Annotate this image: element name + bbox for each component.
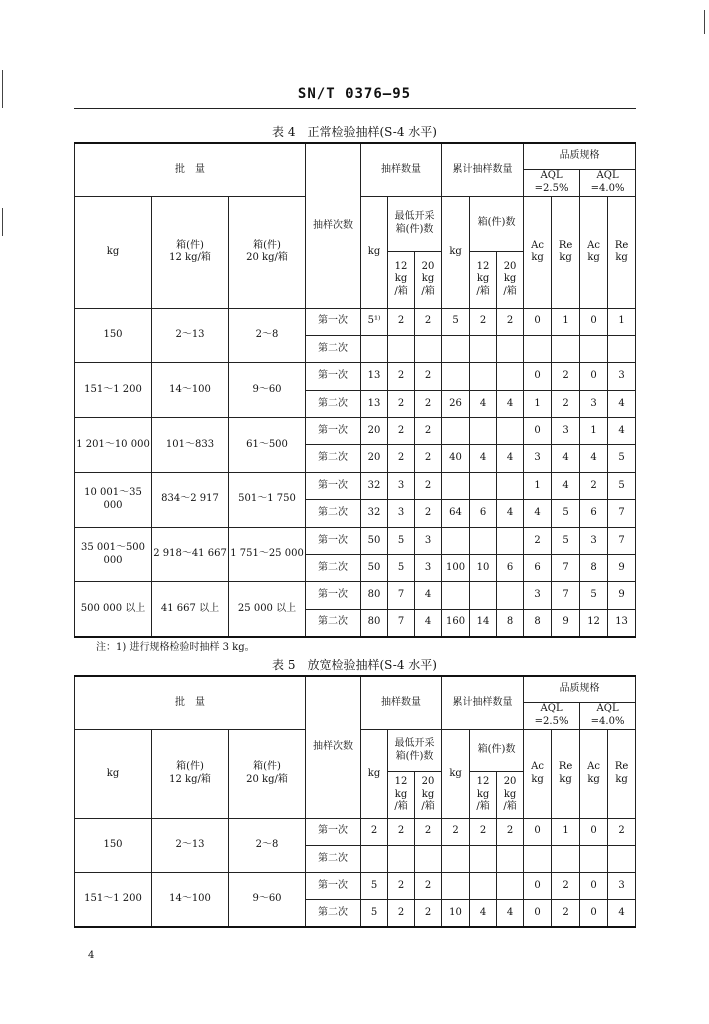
cumulative-boxes-20kg-cell: 8 (497, 609, 524, 636)
min-boxes-20kg-cell: 4 (415, 582, 442, 609)
cumulative-boxes-20kg-cell (497, 363, 524, 390)
cumulative-boxes-12kg-cell: 14 (470, 609, 497, 636)
ac-cell: 3 (580, 527, 608, 554)
min-boxes-20kg-cell: 2 (415, 418, 442, 445)
ac-cell: 3 (580, 390, 608, 417)
ac-cell: 3 (524, 445, 552, 472)
cumulative-boxes-12kg-cell: 4 (470, 900, 497, 927)
cumulative-kg-cell: 2 (442, 818, 470, 845)
re-cell: 3 (608, 363, 636, 390)
re-cell: 5 (608, 472, 636, 499)
aql-2-5-header: AQL =2.5% (524, 169, 580, 196)
sampling-times-cell: 第一次 (306, 582, 361, 609)
cumulative-boxes-20kg-cell: 4 (497, 900, 524, 927)
ac-cell: 2 (580, 472, 608, 499)
quality-spec-header: 品质规格 (524, 143, 636, 169)
ac-cell: 0 (580, 900, 608, 927)
batch-box20-cell: 1 751～25 000 (229, 527, 306, 582)
sampling-times-header: 抽样次数 (306, 143, 361, 308)
re-cell: 7 (552, 582, 580, 609)
cumulative-boxes-20kg-cell (497, 873, 524, 900)
re-header: Re kg (552, 729, 580, 818)
table-row (75, 363, 636, 390)
cumulative-boxes-12kg-cell (470, 472, 497, 499)
re-header: Re kg (552, 196, 580, 308)
min-boxes-12kg-cell (388, 845, 415, 872)
sample-quantity-header: 抽样数量 (361, 676, 442, 729)
sampling-times-cell: 第一次 (306, 363, 361, 390)
batch-kg-cell: 151～1 200 (75, 873, 152, 928)
min-boxes-12kg-cell: 5 (388, 555, 415, 582)
cumulative-boxes-12kg-header: 12 kg /箱 (470, 251, 497, 308)
ac-header: Ac kg (524, 729, 552, 818)
sampling-times-cell: 第一次 (306, 418, 361, 445)
ac-cell: 8 (524, 609, 552, 636)
min-boxes-header: 最低开采 箱(件)数 (388, 196, 442, 251)
aql-2-5-header: AQL =2.5% (524, 702, 580, 729)
sampling-times-cell: 第二次 (306, 390, 361, 417)
cumulative-boxes-20kg-cell (497, 418, 524, 445)
min-boxes-12kg-header: 12 kg /箱 (388, 251, 415, 308)
sample-kg-cell: 80 (361, 582, 388, 609)
cumulative-boxes-12kg-cell (470, 418, 497, 445)
batch-box12-cell: 14～100 (152, 873, 229, 928)
cumulative-kg-cell (442, 335, 470, 362)
ac-cell (580, 335, 608, 362)
re-cell: 9 (552, 609, 580, 636)
min-boxes-12kg-cell: 2 (388, 873, 415, 900)
ac-cell: 0 (524, 818, 552, 845)
cumulative-boxes-12kg-cell (470, 582, 497, 609)
cumulative-kg-cell (442, 845, 470, 872)
table-row (75, 873, 636, 900)
min-boxes-12kg-cell: 2 (388, 900, 415, 927)
batch-box12-cell: 834～2 917 (152, 472, 229, 527)
ac-cell: 0 (524, 308, 552, 335)
sampling-times-cell: 第一次 (306, 472, 361, 499)
re-cell: 13 (608, 609, 636, 636)
min-boxes-12kg-cell: 2 (388, 363, 415, 390)
min-boxes-20kg-cell (415, 845, 442, 872)
sample-kg-cell: 80 (361, 609, 388, 636)
re-cell: 7 (608, 527, 636, 554)
re-cell: 5 (608, 445, 636, 472)
re-cell: 4 (552, 445, 580, 472)
batch-header: 批 量 (75, 676, 306, 729)
re-cell: 2 (552, 873, 580, 900)
batch-box12-cell: 101～833 (152, 418, 229, 473)
ac-cell: 8 (580, 555, 608, 582)
cumulative-boxes-20kg-cell: 6 (497, 555, 524, 582)
ac-cell: 5 (580, 582, 608, 609)
min-boxes-12kg-cell (388, 335, 415, 362)
batch-kg-cell: 35 001～500 000 (75, 527, 152, 582)
sample-kg-cell: 20 (361, 445, 388, 472)
sampling-times-cell: 第二次 (306, 500, 361, 527)
sample-kg-cell: 5 (361, 900, 388, 927)
table5 (74, 675, 636, 928)
batch-box12-header: 箱(件) 12 kg/箱 (152, 196, 229, 308)
min-boxes-12kg-cell: 3 (388, 472, 415, 499)
header-rule (74, 108, 636, 109)
min-boxes-12kg-cell: 7 (388, 582, 415, 609)
cumulative-kg-cell (442, 472, 470, 499)
ac-header: Ac kg (524, 196, 552, 308)
sampling-times-cell: 第一次 (306, 873, 361, 900)
min-boxes-12kg-cell: 2 (388, 308, 415, 335)
sampling-times-cell: 第一次 (306, 308, 361, 335)
batch-kg-cell: 151～1 200 (75, 363, 152, 418)
batch-box20-cell: 61～500 (229, 418, 306, 473)
batch-box12-cell: 2～13 (152, 308, 229, 363)
cumulative-kg-cell: 10 (442, 900, 470, 927)
sample-kg-cell: 5¹⁾ (361, 308, 388, 335)
ac-header: Ac kg (580, 196, 608, 308)
sampling-times-cell: 第一次 (306, 818, 361, 845)
min-boxes-12kg-header: 12 kg /箱 (388, 772, 415, 818)
ac-cell: 2 (524, 527, 552, 554)
quality-spec-header: 品质规格 (524, 676, 636, 702)
ac-cell: 1 (580, 418, 608, 445)
cumulative-boxes-12kg-cell (470, 335, 497, 362)
min-boxes-12kg-cell: 3 (388, 500, 415, 527)
sample-kg-header: kg (361, 196, 388, 308)
table4 (74, 142, 636, 638)
batch-box12-cell: 2 918～41 667 (152, 527, 229, 582)
ac-cell: 0 (580, 818, 608, 845)
batch-box20-cell: 501～1 750 (229, 472, 306, 527)
sample-kg-cell: 13 (361, 390, 388, 417)
cumulative-boxes-12kg-cell: 2 (470, 818, 497, 845)
sampling-times-cell: 第二次 (306, 445, 361, 472)
sample-kg-cell: 32 (361, 472, 388, 499)
min-boxes-20kg-header: 20 kg /箱 (415, 772, 442, 818)
ac-cell: 6 (580, 500, 608, 527)
batch-box20-header: 箱(件) 20 kg/箱 (229, 196, 306, 308)
sample-kg-cell: 2 (361, 818, 388, 845)
re-cell: 9 (608, 555, 636, 582)
cumulative-boxes-20kg-cell: 4 (497, 445, 524, 472)
re-cell: 1 (552, 818, 580, 845)
ac-header: Ac kg (580, 729, 608, 818)
sample-kg-cell: 13 (361, 363, 388, 390)
cumulative-boxes-20kg-cell (497, 845, 524, 872)
cumulative-boxes-12kg-cell (470, 845, 497, 872)
min-boxes-20kg-cell (415, 335, 442, 362)
cumulative-boxes-header: 箱(件)数 (470, 729, 524, 771)
table-row (75, 527, 636, 554)
ac-cell: 6 (524, 555, 552, 582)
cumulative-boxes-20kg-cell (497, 582, 524, 609)
min-boxes-header: 最低开采 箱(件)数 (388, 729, 442, 771)
sample-kg-cell: 50 (361, 555, 388, 582)
min-boxes-20kg-cell: 2 (415, 390, 442, 417)
min-boxes-12kg-cell: 2 (388, 445, 415, 472)
ac-cell: 1 (524, 472, 552, 499)
cumulative-boxes-20kg-cell: 2 (497, 308, 524, 335)
re-cell: 1 (552, 308, 580, 335)
batch-box20-header: 箱(件) 20 kg/箱 (229, 729, 306, 818)
cumulative-boxes-12kg-cell: 4 (470, 390, 497, 417)
ac-cell: 0 (580, 873, 608, 900)
batch-kg-header: kg (75, 729, 152, 818)
re-cell: 2 (608, 818, 636, 845)
table-row (75, 418, 636, 445)
sample-quantity-header: 抽样数量 (361, 143, 442, 196)
re-cell: 1 (608, 308, 636, 335)
min-boxes-12kg-cell: 5 (388, 527, 415, 554)
cumulative-boxes-20kg-cell (497, 335, 524, 362)
min-boxes-20kg-cell: 2 (415, 308, 442, 335)
sample-kg-header: kg (361, 729, 388, 818)
page-number: 4 (88, 950, 95, 961)
batch-box12-cell: 14～100 (152, 363, 229, 418)
ac-cell: 0 (580, 308, 608, 335)
re-cell: 4 (608, 900, 636, 927)
min-boxes-12kg-cell: 7 (388, 609, 415, 636)
re-cell: 9 (608, 582, 636, 609)
re-cell: 2 (552, 390, 580, 417)
batch-header: 批 量 (75, 143, 306, 196)
sampling-times-cell: 第二次 (306, 555, 361, 582)
batch-box20-cell: 25 000 以上 (229, 582, 306, 637)
batch-kg-cell: 10 001～35 000 (75, 472, 152, 527)
table5-title: 表 5 放宽检验抽样(S-4 水平) (272, 658, 437, 672)
cumulative-boxes-20kg-cell (497, 527, 524, 554)
cumulative-boxes-20kg-cell (497, 472, 524, 499)
cumulative-boxes-12kg-cell: 10 (470, 555, 497, 582)
re-cell (552, 335, 580, 362)
re-cell (608, 335, 636, 362)
min-boxes-20kg-cell: 2 (415, 472, 442, 499)
re-cell: 7 (552, 555, 580, 582)
sample-kg-cell: 50 (361, 527, 388, 554)
sampling-times-cell: 第二次 (306, 900, 361, 927)
ac-cell: 0 (524, 873, 552, 900)
table4-title: 表 4 正常检验抽样(S-4 水平) (272, 125, 437, 139)
cumulative-boxes-12kg-cell (470, 363, 497, 390)
ac-cell (524, 335, 552, 362)
re-cell: 5 (552, 500, 580, 527)
batch-box20-cell: 9～60 (229, 363, 306, 418)
ac-cell (524, 845, 552, 872)
cumulative-kg-header: kg (442, 729, 470, 818)
re-cell: 2 (552, 363, 580, 390)
ac-cell: 0 (580, 363, 608, 390)
min-boxes-20kg-cell: 2 (415, 900, 442, 927)
ac-cell: 4 (524, 500, 552, 527)
ac-cell: 4 (580, 445, 608, 472)
table-row (75, 818, 636, 845)
min-boxes-20kg-cell: 2 (415, 445, 442, 472)
cumulative-boxes-12kg-cell: 2 (470, 308, 497, 335)
batch-box12-header: 箱(件) 12 kg/箱 (152, 729, 229, 818)
sampling-times-cell: 第二次 (306, 609, 361, 636)
table-row (75, 308, 636, 335)
min-boxes-20kg-cell: 2 (415, 818, 442, 845)
cumulative-boxes-12kg-cell (470, 527, 497, 554)
cumulative-kg-cell (442, 873, 470, 900)
table-row (75, 472, 636, 499)
cumulative-kg-cell: 5 (442, 308, 470, 335)
cumulative-boxes-12kg-cell: 4 (470, 445, 497, 472)
min-boxes-20kg-cell: 2 (415, 500, 442, 527)
min-boxes-20kg-cell: 3 (415, 555, 442, 582)
cumulative-boxes-20kg-cell: 4 (497, 500, 524, 527)
ac-cell (580, 845, 608, 872)
re-cell: 3 (552, 418, 580, 445)
cumulative-boxes-12kg-cell: 6 (470, 500, 497, 527)
re-cell (552, 845, 580, 872)
cumulative-kg-cell: 160 (442, 609, 470, 636)
scan-edge-mark (2, 208, 3, 236)
batch-box20-cell: 2～8 (229, 308, 306, 363)
ac-cell: 1 (524, 390, 552, 417)
min-boxes-12kg-cell: 2 (388, 818, 415, 845)
aql-4-0-header: AQL =4.0% (580, 702, 636, 729)
sampling-times-cell: 第一次 (306, 527, 361, 554)
cumulative-kg-cell: 100 (442, 555, 470, 582)
cumulative-kg-cell: 26 (442, 390, 470, 417)
sampling-times-header: 抽样次数 (306, 676, 361, 818)
ac-cell: 3 (524, 582, 552, 609)
re-cell: 4 (552, 472, 580, 499)
min-boxes-12kg-cell: 2 (388, 418, 415, 445)
ac-cell: 0 (524, 900, 552, 927)
batch-kg-cell: 500 000 以上 (75, 582, 152, 637)
min-boxes-20kg-cell: 4 (415, 609, 442, 636)
table-row (75, 582, 636, 609)
min-boxes-20kg-cell: 2 (415, 873, 442, 900)
sample-kg-cell (361, 335, 388, 362)
re-cell: 4 (608, 390, 636, 417)
min-boxes-20kg-header: 20 kg /箱 (415, 251, 442, 308)
document-code: SN/T 0376—95 (297, 86, 412, 102)
re-cell: 5 (552, 527, 580, 554)
sample-kg-cell: 32 (361, 500, 388, 527)
cumulative-kg-cell (442, 527, 470, 554)
batch-box12-cell: 2～13 (152, 818, 229, 872)
table4-footnote: 注：1) 进行规格检验时抽样 3 kg。 (96, 642, 255, 653)
min-boxes-12kg-cell: 2 (388, 390, 415, 417)
ac-cell: 12 (580, 609, 608, 636)
batch-box20-cell: 2～8 (229, 818, 306, 872)
re-cell: 2 (552, 900, 580, 927)
scan-edge-mark (704, 10, 705, 34)
cumulative-kg-cell (442, 582, 470, 609)
cumulative-quantity-header: 累计抽样数量 (442, 676, 524, 729)
min-boxes-20kg-cell: 3 (415, 527, 442, 554)
cumulative-kg-cell: 64 (442, 500, 470, 527)
re-cell (608, 845, 636, 872)
sampling-times-cell: 第二次 (306, 335, 361, 362)
re-cell: 3 (608, 873, 636, 900)
sample-kg-cell (361, 845, 388, 872)
cumulative-kg-cell (442, 418, 470, 445)
cumulative-boxes-20kg-cell: 4 (497, 390, 524, 417)
sample-kg-cell: 5 (361, 873, 388, 900)
batch-kg-cell: 150 (75, 308, 152, 363)
re-header: Re kg (608, 196, 636, 308)
aql-4-0-header: AQL =4.0% (580, 169, 636, 196)
cumulative-boxes-header: 箱(件)数 (470, 196, 524, 251)
cumulative-boxes-20kg-cell: 2 (497, 818, 524, 845)
batch-kg-cell: 150 (75, 818, 152, 872)
cumulative-kg-header: kg (442, 196, 470, 308)
re-cell: 7 (608, 500, 636, 527)
batch-kg-header: kg (75, 196, 152, 308)
batch-box20-cell: 9～60 (229, 873, 306, 928)
cumulative-boxes-12kg-header: 12 kg /箱 (470, 772, 497, 818)
re-cell: 4 (608, 418, 636, 445)
ac-cell: 0 (524, 363, 552, 390)
sampling-times-cell: 第二次 (306, 845, 361, 872)
cumulative-boxes-20kg-header: 20 kg /箱 (497, 772, 524, 818)
cumulative-kg-cell: 40 (442, 445, 470, 472)
cumulative-kg-cell (442, 363, 470, 390)
cumulative-quantity-header: 累计抽样数量 (442, 143, 524, 196)
cumulative-boxes-20kg-header: 20 kg /箱 (497, 251, 524, 308)
sample-kg-cell: 20 (361, 418, 388, 445)
batch-box12-cell: 41 667 以上 (152, 582, 229, 637)
batch-kg-cell: 1 201～10 000 (75, 418, 152, 473)
cumulative-boxes-12kg-cell (470, 873, 497, 900)
ac-cell: 0 (524, 418, 552, 445)
min-boxes-20kg-cell: 2 (415, 363, 442, 390)
re-header: Re kg (608, 729, 636, 818)
